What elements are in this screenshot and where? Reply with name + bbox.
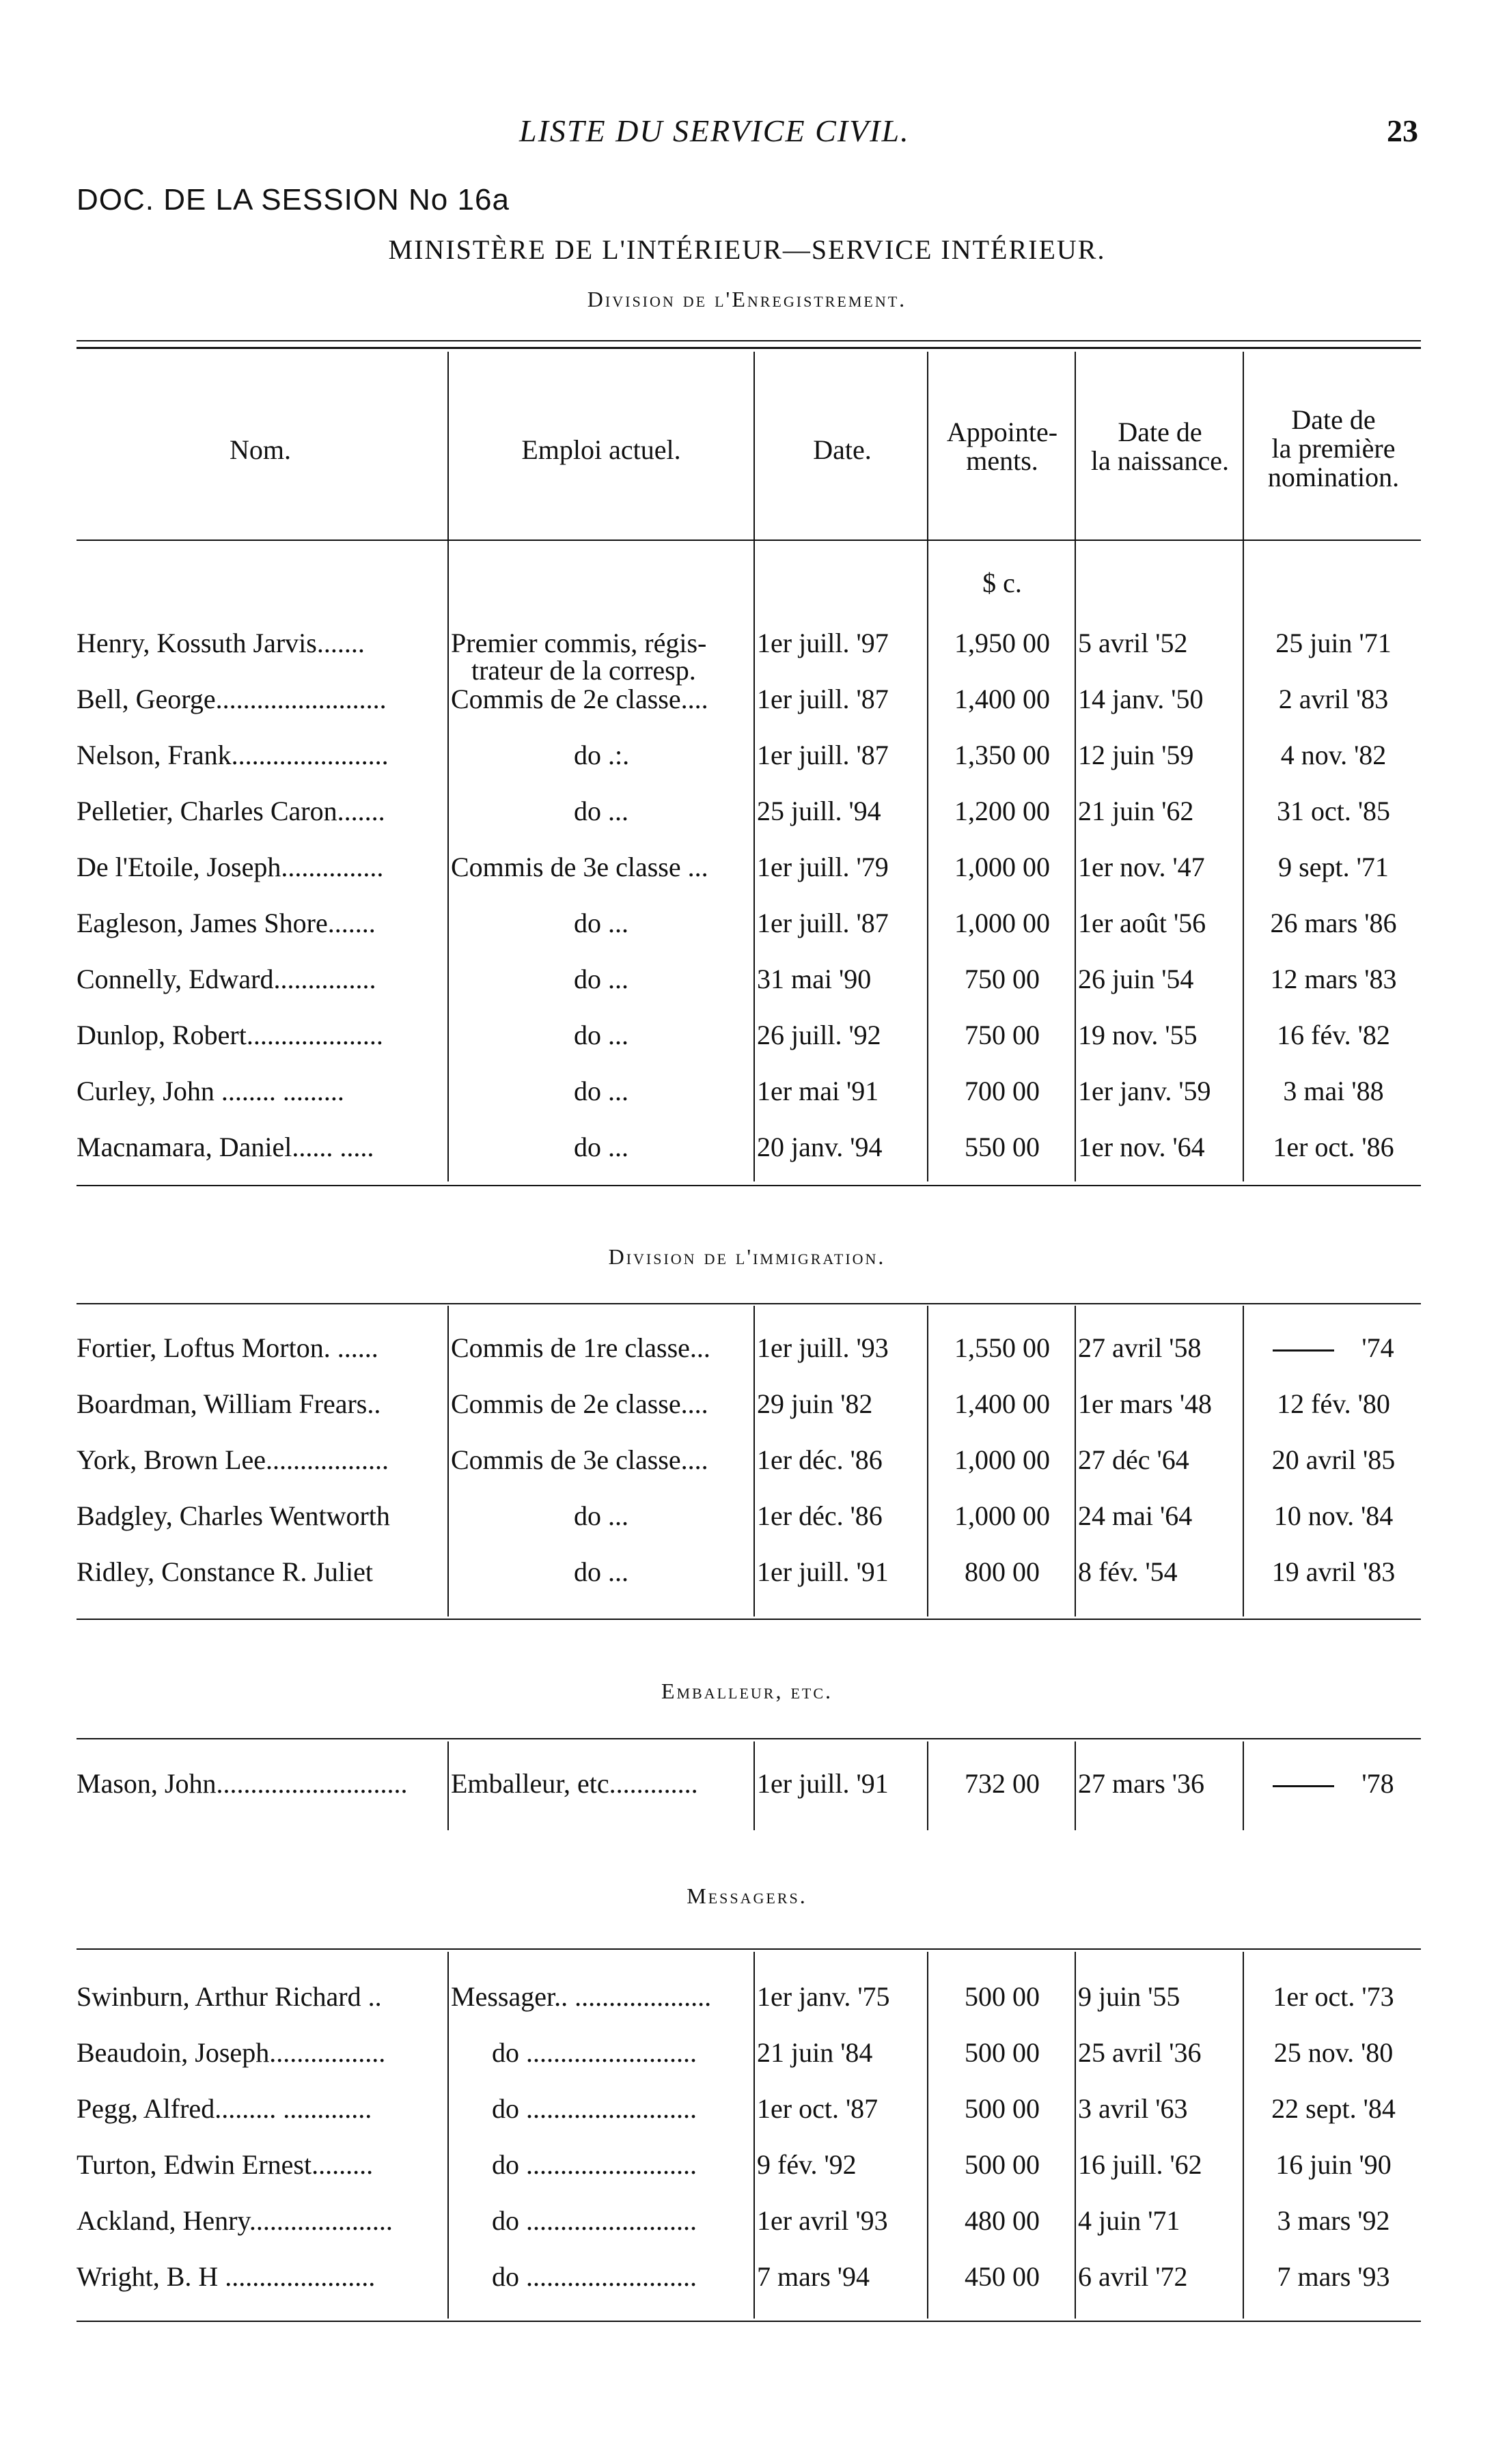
column-rule — [447, 1741, 449, 1830]
running-title: LISTE DU SERVICE CIVIL. — [519, 113, 910, 148]
birth-cell: 1er janv. '59 — [1078, 1076, 1211, 1106]
nomination-cell — [1246, 1767, 1421, 1800]
nomination-cell: 25 juin '71 — [1275, 628, 1392, 658]
nomination-cell: 19 avril '83 — [1271, 1556, 1396, 1587]
section-title: Emballeur, etc. — [661, 1679, 833, 1703]
column-rule — [1243, 352, 1244, 1181]
salary-cell: 732 00 — [965, 1768, 1040, 1799]
employment-cell: do ......................... — [492, 2093, 697, 2124]
date-cell: 1er avril '93 — [757, 2205, 888, 2236]
name-cell: Connelly, Edward............... — [77, 964, 376, 994]
dash-mark — [1273, 1785, 1334, 1787]
birth-cell: 21 juin '62 — [1078, 796, 1194, 826]
column-rule — [447, 1952, 449, 2319]
name-cell: York, Brown Lee.................. — [77, 1444, 389, 1475]
date-cell: 9 fév. '92 — [757, 2149, 857, 2180]
nomination-cell: 1er oct. '73 — [1273, 1981, 1394, 2012]
section-title: Division de l'Enregistrement. — [587, 287, 907, 311]
date-cell: 1er juill. '97 — [757, 628, 889, 658]
birth-cell: 1er mars '48 — [1078, 1388, 1213, 1419]
nomination-cell: 3 mars '92 — [1277, 2205, 1390, 2236]
birth-cell: 8 fév. '54 — [1078, 1556, 1178, 1587]
employment-cell: do ......................... — [492, 2205, 697, 2236]
header-line: Appointe- — [946, 417, 1058, 447]
name-cell: Curley, John ........ ......... — [77, 1076, 344, 1106]
name-cell: Henry, Kossuth Jarvis....... — [77, 628, 365, 658]
employment-cell: do ......................... — [492, 2149, 697, 2180]
nomination-year: '74 — [1361, 1332, 1394, 1363]
date-cell: 1er janv. '75 — [757, 1981, 890, 2012]
salary-cell: 450 00 — [965, 2261, 1040, 2292]
salary-cell: 1,000 00 — [954, 1444, 1050, 1475]
column-rule — [1075, 1306, 1076, 1616]
nomination-cell: 26 mars '86 — [1270, 908, 1397, 938]
nomination-cell: 25 nov. '80 — [1273, 2037, 1394, 2068]
salary-cell: 1,950 00 — [954, 628, 1050, 658]
salary-cell: 1,200 00 — [954, 796, 1050, 826]
ministry-title: MINISTÈRE DE L'INTÉRIEUR—SERVICE INTÉRIEUR. — [388, 234, 1106, 265]
column-rule — [447, 1306, 449, 1616]
birth-cell: 5 avril '52 — [1078, 628, 1188, 658]
name-cell: De l'Etoile, Joseph............... — [77, 852, 384, 882]
name-cell: Beaudoin, Joseph................. — [77, 2037, 386, 2068]
name-cell: Eagleson, James Shore....... — [77, 908, 376, 938]
column-rule — [1075, 1952, 1076, 2319]
salary-cell: 500 00 — [965, 2093, 1040, 2124]
salary-cell: 1,000 00 — [954, 1500, 1050, 1531]
section-title: Division de l'immigration. — [608, 1244, 886, 1269]
employment-cell: do ... — [574, 796, 628, 826]
birth-cell: 27 avril '58 — [1078, 1332, 1202, 1363]
date-cell: 1er juill. '87 — [757, 908, 889, 938]
dash-mark — [1273, 1349, 1334, 1352]
employment-cell: do ... — [574, 1500, 628, 1531]
header-line: Date de — [1291, 404, 1376, 435]
employment-cell: Commis de 3e classe.... — [451, 1444, 708, 1475]
nomination-cell: 16 fév. '82 — [1277, 1020, 1390, 1050]
birth-cell: 19 nov. '55 — [1078, 1020, 1198, 1050]
header-line: Date de — [1118, 417, 1202, 447]
rule — [77, 1619, 1421, 1620]
salary-cell: 750 00 — [965, 964, 1040, 994]
birth-cell: 16 juill. '62 — [1078, 2149, 1202, 2180]
nomination-cell: 2 avril '83 — [1278, 684, 1389, 714]
date-cell: 1er déc. '86 — [757, 1444, 883, 1475]
column-header-employment: Emploi actuel. — [521, 434, 681, 465]
nomination-cell: 4 nov. '82 — [1280, 740, 1387, 770]
date-cell: 1er juill. '87 — [757, 684, 889, 714]
birth-cell: 27 mars '36 — [1078, 1768, 1204, 1799]
running-head — [0, 113, 1494, 154]
salary-cell: 750 00 — [965, 1020, 1040, 1050]
employment-cell: do ......................... — [492, 2261, 697, 2292]
header-line: ments. — [966, 445, 1038, 476]
employment-cell: Commis de 2e classe.... — [451, 1388, 708, 1419]
column-rule — [1243, 1741, 1244, 1830]
salary-cell: 700 00 — [965, 1076, 1040, 1106]
birth-cell: 24 mai '64 — [1078, 1500, 1193, 1531]
date-cell: 1er juill. '91 — [757, 1556, 889, 1587]
date-cell: 1er oct. '87 — [757, 2093, 879, 2124]
nomination-cell: 12 fév. '80 — [1277, 1388, 1390, 1419]
date-cell: 1er déc. '86 — [757, 1500, 883, 1531]
date-cell: 1er juill. '93 — [757, 1332, 889, 1363]
salary-cell: 1,350 00 — [954, 740, 1050, 770]
name-cell: Fortier, Loftus Morton. ...... — [77, 1332, 378, 1363]
section-title: Messagers. — [687, 1884, 807, 1908]
nomination-cell: 22 sept. '84 — [1271, 2093, 1396, 2124]
employment-cell: Commis de 2e classe.... — [451, 684, 708, 714]
employment-cell: Emballeur, etc............. — [451, 1768, 698, 1799]
column-rule — [753, 1741, 755, 1830]
date-cell: 31 mai '90 — [757, 964, 872, 994]
date-cell: 1er juill. '91 — [757, 1768, 889, 1799]
nomination-cell: 1er oct. '86 — [1273, 1132, 1394, 1162]
employment-cell: Commis de 1re classe... — [451, 1332, 710, 1363]
header-line: la naissance. — [1090, 445, 1230, 476]
salary-cell: 1,000 00 — [954, 852, 1050, 882]
date-cell: 21 juin '84 — [757, 2037, 873, 2068]
header-line: la première — [1271, 433, 1396, 464]
nomination-cell: 20 avril '85 — [1271, 1444, 1396, 1475]
date-cell: 1er mai '91 — [757, 1076, 879, 1106]
nomination-cell: 12 mars '83 — [1270, 964, 1397, 994]
birth-cell: 26 juin '54 — [1078, 964, 1194, 994]
name-cell: Ridley, Constance R. Juliet — [77, 1556, 374, 1587]
page-number: 23 — [1387, 113, 1418, 148]
birth-cell: 1er nov. '64 — [1078, 1132, 1205, 1162]
column-rule — [1243, 1306, 1244, 1616]
employment-cell: do ... — [574, 1556, 628, 1587]
rule — [77, 1185, 1421, 1186]
birth-cell: 12 juin '59 — [1078, 740, 1194, 770]
name-cell: Dunlop, Robert.................... — [77, 1020, 383, 1050]
salary-cell: 550 00 — [965, 1132, 1040, 1162]
nomination-cell: 10 nov. '84 — [1273, 1500, 1394, 1531]
employment-cell: do ......................... — [492, 2037, 697, 2068]
salary-cell: 1,000 00 — [954, 908, 1050, 938]
nomination-cell: 16 juin '90 — [1275, 2149, 1392, 2180]
employment-cell: Commis de 3e classe ... — [451, 852, 708, 882]
name-cell: Wright, B. H ...................... — [77, 2261, 376, 2292]
employment-cell: do ... — [574, 1132, 628, 1162]
date-cell: 1er juill. '79 — [757, 852, 889, 882]
name-cell: Mason, John............................ — [77, 1768, 408, 1799]
name-cell: Pegg, Alfred......... ............. — [77, 2093, 372, 2124]
birth-cell: 1er nov. '47 — [1078, 852, 1205, 882]
name-cell: Turton, Edwin Ernest......... — [77, 2149, 374, 2180]
birth-cell: 9 juin '55 — [1078, 1981, 1180, 2012]
employment-cell: do .:. — [574, 740, 630, 770]
name-cell: Macnamara, Daniel...... ..... — [77, 1132, 374, 1162]
column-rule — [447, 352, 449, 1181]
name-cell: Pelletier, Charles Caron....... — [77, 796, 385, 826]
name-cell: Boardman, William Frears.. — [77, 1388, 381, 1419]
column-header-date: Date. — [813, 434, 872, 465]
employment-cell: do ... — [574, 964, 628, 994]
birth-cell: 3 avril '63 — [1078, 2093, 1188, 2124]
nomination-cell: 9 sept. '71 — [1278, 852, 1389, 882]
rule — [77, 347, 1421, 349]
date-cell: 26 juill. '92 — [757, 1020, 881, 1050]
birth-cell: 1er août '56 — [1078, 908, 1206, 938]
salary-cell: 500 00 — [965, 2037, 1040, 2068]
column-header-salary — [930, 418, 1074, 475]
date-cell: 29 juin '82 — [757, 1388, 873, 1419]
column-rule — [1075, 352, 1076, 1181]
name-cell: Ackland, Henry..................... — [77, 2205, 393, 2236]
date-cell: 25 juill. '94 — [757, 796, 881, 826]
name-cell: Badgley, Charles Wentworth — [77, 1500, 390, 1531]
rule — [77, 1738, 1421, 1739]
rule — [77, 1303, 1421, 1304]
salary-cell: 500 00 — [965, 1981, 1040, 2012]
name-cell: Bell, George......................... — [77, 684, 387, 714]
nomination-cell — [1246, 1332, 1421, 1364]
birth-cell: 6 avril '72 — [1078, 2261, 1188, 2292]
employment-cell: do ... — [574, 908, 628, 938]
currency-row: $ c. — [982, 568, 1022, 598]
birth-cell: 25 avril '36 — [1078, 2037, 1202, 2068]
header-line: nomination. — [1267, 462, 1400, 492]
column-header-birth — [1078, 418, 1242, 475]
rule — [77, 340, 1421, 341]
employment-cell: Premier commis, régis- — [451, 628, 707, 658]
rule — [77, 2321, 1421, 2322]
date-cell: 7 mars '94 — [757, 2261, 870, 2292]
rule — [77, 540, 1421, 541]
date-cell: 1er juill. '87 — [757, 740, 889, 770]
name-cell: Nelson, Frank....................... — [77, 740, 389, 770]
salary-cell: 800 00 — [965, 1556, 1040, 1587]
birth-cell: 14 janv. '50 — [1078, 684, 1204, 714]
salary-cell: 1,550 00 — [954, 1332, 1050, 1363]
nomination-cell: 3 mai '88 — [1283, 1076, 1384, 1106]
nomination-cell: 7 mars '93 — [1277, 2261, 1390, 2292]
employment-cell: Messager.. .................... — [451, 1981, 712, 2012]
nomination-cell: 31 oct. '85 — [1276, 796, 1391, 826]
name-cell: Swinburn, Arthur Richard .. — [77, 1981, 382, 2012]
employment-cell: trateur de la corresp. — [471, 655, 696, 686]
date-cell: 20 janv. '94 — [757, 1132, 883, 1162]
nomination-year: '78 — [1361, 1768, 1394, 1799]
column-header-name: Nom. — [230, 434, 291, 465]
birth-cell: 4 juin '71 — [1078, 2205, 1180, 2236]
employment-cell: do ... — [574, 1020, 628, 1050]
salary-cell: 480 00 — [965, 2205, 1040, 2236]
column-header-nomination — [1246, 406, 1421, 492]
birth-cell: 27 déc '64 — [1078, 1444, 1189, 1475]
column-rule — [1243, 1952, 1244, 2319]
salary-cell: 1,400 00 — [954, 684, 1050, 714]
salary-cell: 500 00 — [965, 2149, 1040, 2180]
rule — [77, 1948, 1421, 1950]
session-label: DOC. DE LA SESSION No 16a — [77, 183, 510, 216]
column-rule — [1075, 1741, 1076, 1830]
salary-cell: 1,400 00 — [954, 1388, 1050, 1419]
employment-cell: do ... — [574, 1076, 628, 1106]
